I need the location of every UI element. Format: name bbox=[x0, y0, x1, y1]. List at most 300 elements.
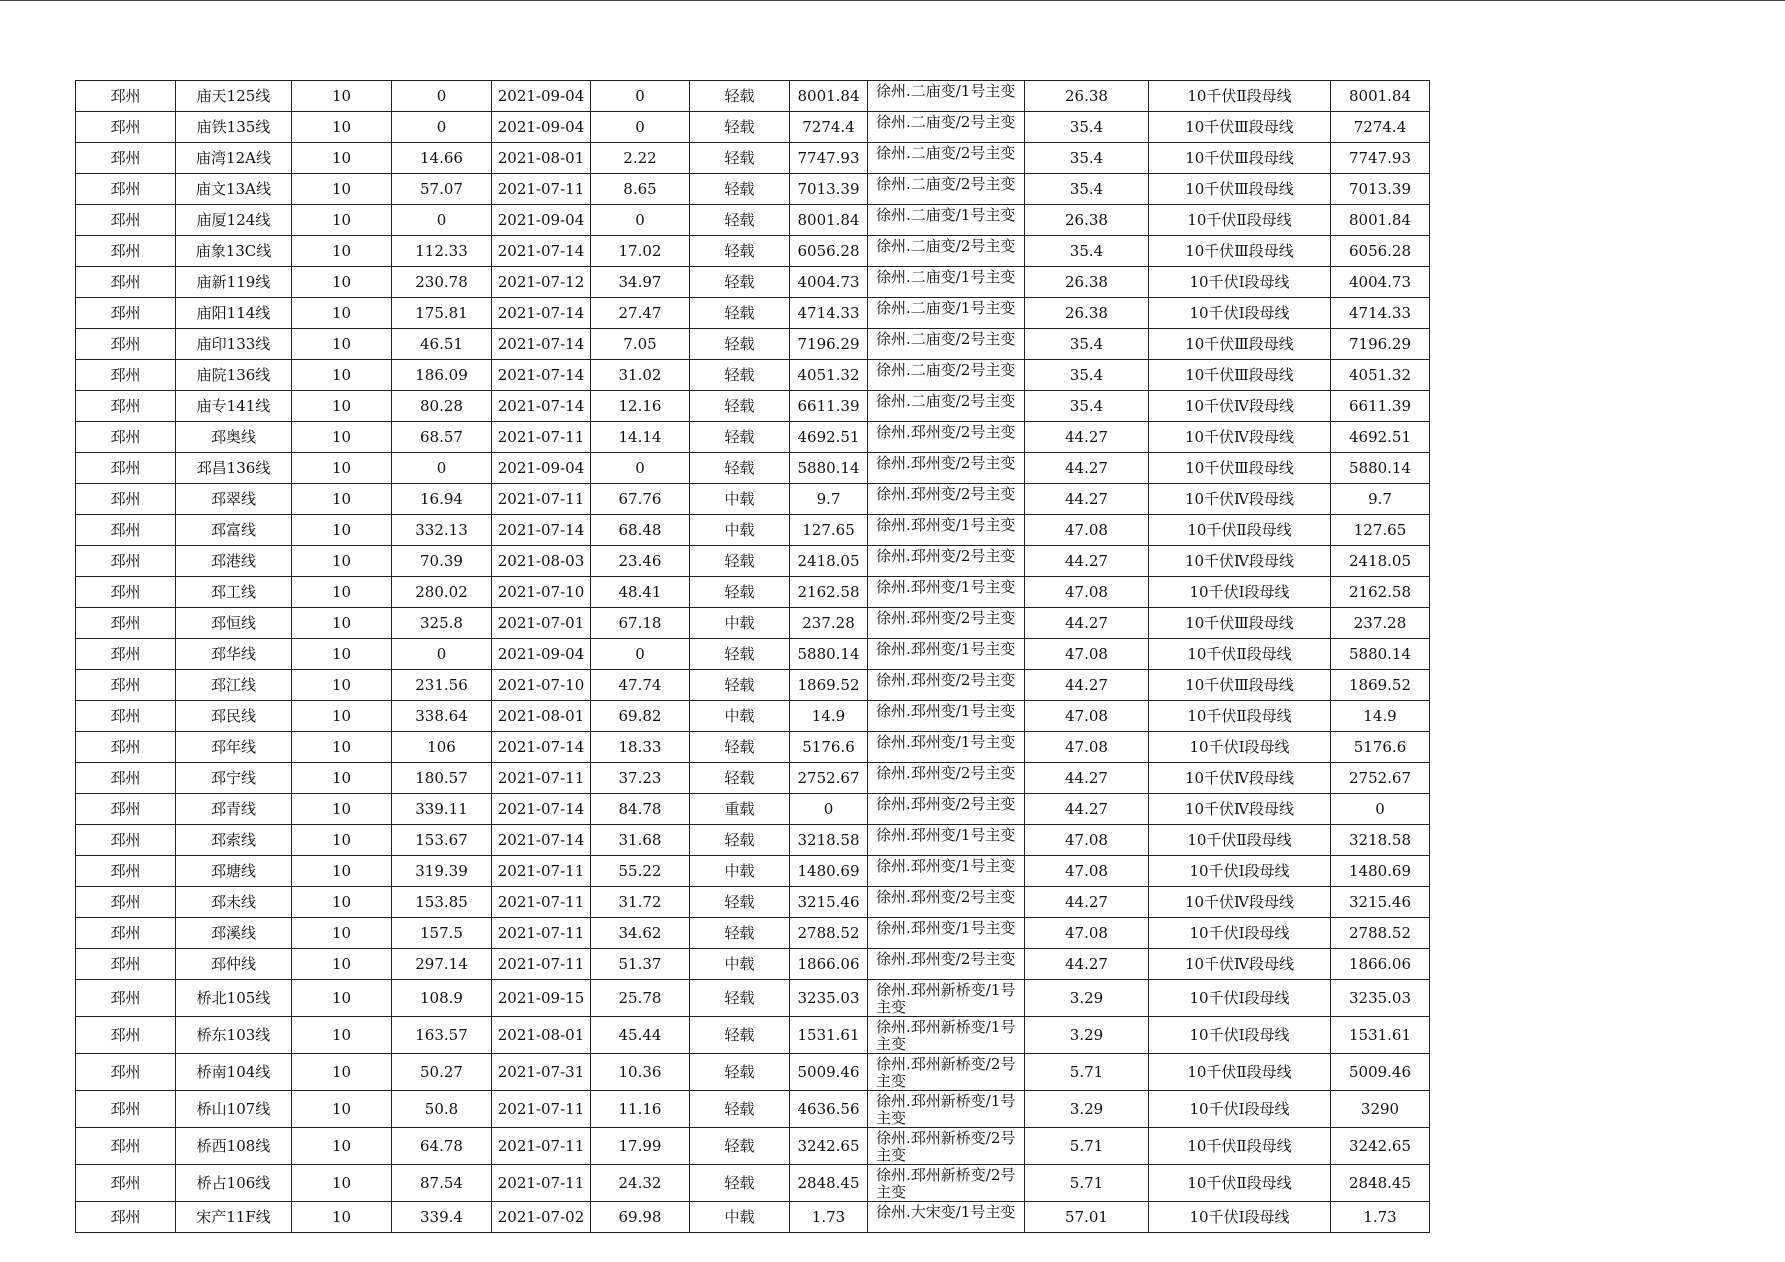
table-row bbox=[76, 174, 1430, 205]
load-rate-cell: 69.82 bbox=[591, 701, 690, 732]
feeder-name-cell: 邳青线 bbox=[176, 794, 292, 825]
value-cell: 50.8 bbox=[392, 1091, 492, 1128]
table-row bbox=[76, 267, 1430, 298]
capacity-cell: 14.9 bbox=[790, 701, 868, 732]
load-status-cell: 轻载 bbox=[690, 546, 790, 577]
value-cell: 108.9 bbox=[392, 980, 492, 1017]
value-cell: 0 bbox=[392, 453, 492, 484]
date-cell: 2021-07-11 bbox=[492, 887, 591, 918]
transformer-cell: 徐州.二庙变/2号主变 bbox=[868, 236, 1025, 267]
capacity-cell: 8001.84 bbox=[790, 81, 868, 112]
load-status-cell: 轻载 bbox=[690, 112, 790, 143]
voltage-cell: 10 bbox=[292, 1202, 392, 1233]
load-rate-cell: 10.36 bbox=[591, 1054, 690, 1091]
voltage-cell: 10 bbox=[292, 794, 392, 825]
value-cell: 0 bbox=[392, 205, 492, 236]
table-row bbox=[76, 453, 1430, 484]
available-capacity-cell: 1480.69 bbox=[1331, 856, 1430, 887]
voltage-cell: 10 bbox=[292, 825, 392, 856]
available-capacity-cell: 7013.39 bbox=[1331, 174, 1430, 205]
region-cell: 邳州 bbox=[76, 639, 176, 670]
load-rate-cell: 0 bbox=[591, 453, 690, 484]
available-capacity-cell: 5176.6 bbox=[1331, 732, 1430, 763]
table-row bbox=[76, 918, 1430, 949]
busbar-cell: 10千伏Ⅳ段母线 bbox=[1149, 887, 1331, 918]
region-cell: 邳州 bbox=[76, 1017, 176, 1054]
available-capacity-cell: 1866.06 bbox=[1331, 949, 1430, 980]
date-cell: 2021-07-10 bbox=[492, 670, 591, 701]
busbar-cell: 10千伏Ⅲ段母线 bbox=[1149, 143, 1331, 174]
date-cell: 2021-08-03 bbox=[492, 546, 591, 577]
available-capacity-cell: 3242.65 bbox=[1331, 1128, 1430, 1165]
transformer-cell: 徐州.二庙变/2号主变 bbox=[868, 112, 1025, 143]
transformer-value-cell: 47.08 bbox=[1025, 825, 1149, 856]
transformer-value-cell: 47.08 bbox=[1025, 577, 1149, 608]
load-rate-cell: 45.44 bbox=[591, 1017, 690, 1054]
table-row bbox=[76, 732, 1430, 763]
load-rate-cell: 0 bbox=[591, 112, 690, 143]
available-capacity-cell: 2162.58 bbox=[1331, 577, 1430, 608]
busbar-cell: 10千伏Ⅰ段母线 bbox=[1149, 1091, 1331, 1128]
table-row bbox=[76, 391, 1430, 422]
capacity-cell: 1531.61 bbox=[790, 1017, 868, 1054]
feeder-name-cell: 庙印133线 bbox=[176, 329, 292, 360]
capacity-cell: 6056.28 bbox=[790, 236, 868, 267]
busbar-cell: 10千伏Ⅳ段母线 bbox=[1149, 546, 1331, 577]
load-rate-cell: 34.62 bbox=[591, 918, 690, 949]
voltage-cell: 10 bbox=[292, 856, 392, 887]
load-status-cell: 轻载 bbox=[690, 453, 790, 484]
load-status-cell: 中载 bbox=[690, 701, 790, 732]
transformer-cell: 徐州.邳州变/2号主变 bbox=[868, 453, 1025, 484]
feeder-name-cell: 庙专141线 bbox=[176, 391, 292, 422]
busbar-cell: 10千伏Ⅳ段母线 bbox=[1149, 763, 1331, 794]
region-cell: 邳州 bbox=[76, 515, 176, 546]
region-cell: 邳州 bbox=[76, 1054, 176, 1091]
region-cell: 邳州 bbox=[76, 1091, 176, 1128]
transformer-value-cell: 35.4 bbox=[1025, 143, 1149, 174]
transformer-value-cell: 44.27 bbox=[1025, 670, 1149, 701]
busbar-cell: 10千伏Ⅰ段母线 bbox=[1149, 577, 1331, 608]
available-capacity-cell: 6056.28 bbox=[1331, 236, 1430, 267]
capacity-cell: 9.7 bbox=[790, 484, 868, 515]
date-cell: 2021-07-14 bbox=[492, 794, 591, 825]
load-status-cell: 中载 bbox=[690, 949, 790, 980]
voltage-cell: 10 bbox=[292, 267, 392, 298]
load-status-cell: 轻载 bbox=[690, 391, 790, 422]
date-cell: 2021-07-14 bbox=[492, 515, 591, 546]
voltage-cell: 10 bbox=[292, 81, 392, 112]
available-capacity-cell: 1531.61 bbox=[1331, 1017, 1430, 1054]
table-row bbox=[76, 422, 1430, 453]
value-cell: 112.33 bbox=[392, 236, 492, 267]
table-row bbox=[76, 639, 1430, 670]
date-cell: 2021-08-01 bbox=[492, 1017, 591, 1054]
date-cell: 2021-07-11 bbox=[492, 1128, 591, 1165]
feeder-name-cell: 邳华线 bbox=[176, 639, 292, 670]
feeder-name-cell: 邳索线 bbox=[176, 825, 292, 856]
value-cell: 332.13 bbox=[392, 515, 492, 546]
date-cell: 2021-07-14 bbox=[492, 298, 591, 329]
load-status-cell: 轻载 bbox=[690, 1128, 790, 1165]
transformer-value-cell: 44.27 bbox=[1025, 763, 1149, 794]
busbar-cell: 10千伏Ⅱ段母线 bbox=[1149, 81, 1331, 112]
date-cell: 2021-07-11 bbox=[492, 484, 591, 515]
busbar-cell: 10千伏Ⅳ段母线 bbox=[1149, 484, 1331, 515]
busbar-cell: 10千伏Ⅱ段母线 bbox=[1149, 701, 1331, 732]
transformer-cell: 徐州.邳州变/1号主变 bbox=[868, 515, 1025, 546]
voltage-cell: 10 bbox=[292, 608, 392, 639]
table-row bbox=[76, 360, 1430, 391]
table-row bbox=[76, 1128, 1430, 1165]
available-capacity-cell: 7274.4 bbox=[1331, 112, 1430, 143]
region-cell: 邳州 bbox=[76, 143, 176, 174]
table-body bbox=[76, 81, 1430, 1233]
voltage-cell: 10 bbox=[292, 515, 392, 546]
load-rate-cell: 18.33 bbox=[591, 732, 690, 763]
load-rate-cell: 67.76 bbox=[591, 484, 690, 515]
date-cell: 2021-07-10 bbox=[492, 577, 591, 608]
feeder-load-table bbox=[75, 80, 1430, 1233]
region-cell: 邳州 bbox=[76, 608, 176, 639]
transformer-value-cell: 44.27 bbox=[1025, 608, 1149, 639]
region-cell: 邳州 bbox=[76, 856, 176, 887]
available-capacity-cell: 1869.52 bbox=[1331, 670, 1430, 701]
transformer-cell: 徐州.邳州变/2号主变 bbox=[868, 794, 1025, 825]
transformer-cell: 徐州.大宋变/1号主变 bbox=[868, 1202, 1025, 1233]
busbar-cell: 10千伏Ⅰ段母线 bbox=[1149, 267, 1331, 298]
transformer-value-cell: 47.08 bbox=[1025, 639, 1149, 670]
transformer-value-cell: 44.27 bbox=[1025, 546, 1149, 577]
load-rate-cell: 2.22 bbox=[591, 143, 690, 174]
busbar-cell: 10千伏Ⅰ段母线 bbox=[1149, 856, 1331, 887]
transformer-value-cell: 3.29 bbox=[1025, 1017, 1149, 1054]
table-row bbox=[76, 825, 1430, 856]
busbar-cell: 10千伏Ⅱ段母线 bbox=[1149, 1165, 1331, 1202]
feeder-name-cell: 庙院136线 bbox=[176, 360, 292, 391]
transformer-cell: 徐州.二庙变/1号主变 bbox=[868, 81, 1025, 112]
feeder-name-cell: 邳年线 bbox=[176, 732, 292, 763]
value-cell: 157.5 bbox=[392, 918, 492, 949]
feeder-name-cell: 桥东103线 bbox=[176, 1017, 292, 1054]
value-cell: 46.51 bbox=[392, 329, 492, 360]
load-status-cell: 轻载 bbox=[690, 918, 790, 949]
load-rate-cell: 7.05 bbox=[591, 329, 690, 360]
table-row bbox=[76, 515, 1430, 546]
transformer-value-cell: 47.08 bbox=[1025, 918, 1149, 949]
transformer-value-cell: 35.4 bbox=[1025, 391, 1149, 422]
available-capacity-cell: 2418.05 bbox=[1331, 546, 1430, 577]
date-cell: 2021-07-14 bbox=[492, 236, 591, 267]
load-status-cell: 轻载 bbox=[690, 732, 790, 763]
capacity-cell: 4714.33 bbox=[790, 298, 868, 329]
voltage-cell: 10 bbox=[292, 1091, 392, 1128]
load-rate-cell: 47.74 bbox=[591, 670, 690, 701]
transformer-cell: 徐州.邳州变/2号主变 bbox=[868, 887, 1025, 918]
available-capacity-cell: 14.9 bbox=[1331, 701, 1430, 732]
available-capacity-cell: 1.73 bbox=[1331, 1202, 1430, 1233]
transformer-value-cell: 57.01 bbox=[1025, 1202, 1149, 1233]
capacity-cell: 0 bbox=[790, 794, 868, 825]
load-rate-cell: 69.98 bbox=[591, 1202, 690, 1233]
available-capacity-cell: 2752.67 bbox=[1331, 763, 1430, 794]
capacity-cell: 1866.06 bbox=[790, 949, 868, 980]
date-cell: 2021-07-11 bbox=[492, 422, 591, 453]
transformer-value-cell: 44.27 bbox=[1025, 794, 1149, 825]
load-rate-cell: 17.02 bbox=[591, 236, 690, 267]
available-capacity-cell: 4004.73 bbox=[1331, 267, 1430, 298]
region-cell: 邳州 bbox=[76, 360, 176, 391]
voltage-cell: 10 bbox=[292, 732, 392, 763]
region-cell: 邳州 bbox=[76, 205, 176, 236]
available-capacity-cell: 6611.39 bbox=[1331, 391, 1430, 422]
busbar-cell: 10千伏Ⅳ段母线 bbox=[1149, 422, 1331, 453]
load-rate-cell: 37.23 bbox=[591, 763, 690, 794]
date-cell: 2021-07-11 bbox=[492, 856, 591, 887]
transformer-cell: 徐州.二庙变/2号主变 bbox=[868, 143, 1025, 174]
capacity-cell: 7196.29 bbox=[790, 329, 868, 360]
region-cell: 邳州 bbox=[76, 391, 176, 422]
transformer-cell: 徐州.邳州变/2号主变 bbox=[868, 763, 1025, 794]
capacity-cell: 2418.05 bbox=[790, 546, 868, 577]
region-cell: 邳州 bbox=[76, 670, 176, 701]
table-row bbox=[76, 143, 1430, 174]
busbar-cell: 10千伏Ⅱ段母线 bbox=[1149, 639, 1331, 670]
voltage-cell: 10 bbox=[292, 1128, 392, 1165]
transformer-cell: 徐州.邳州新桥变/1号主变 bbox=[868, 1017, 1025, 1054]
region-cell: 邳州 bbox=[76, 236, 176, 267]
load-status-cell: 轻载 bbox=[690, 298, 790, 329]
table-row bbox=[76, 949, 1430, 980]
load-status-cell: 轻载 bbox=[690, 763, 790, 794]
date-cell: 2021-07-02 bbox=[492, 1202, 591, 1233]
date-cell: 2021-07-11 bbox=[492, 174, 591, 205]
transformer-value-cell: 44.27 bbox=[1025, 484, 1149, 515]
table-row bbox=[76, 701, 1430, 732]
transformer-value-cell: 35.4 bbox=[1025, 112, 1149, 143]
available-capacity-cell: 3290 bbox=[1331, 1091, 1430, 1128]
voltage-cell: 10 bbox=[292, 143, 392, 174]
transformer-value-cell: 44.27 bbox=[1025, 887, 1149, 918]
date-cell: 2021-07-11 bbox=[492, 918, 591, 949]
capacity-cell: 3215.46 bbox=[790, 887, 868, 918]
available-capacity-cell: 4051.32 bbox=[1331, 360, 1430, 391]
load-status-cell: 轻载 bbox=[690, 1165, 790, 1202]
busbar-cell: 10千伏Ⅱ段母线 bbox=[1149, 1128, 1331, 1165]
voltage-cell: 10 bbox=[292, 112, 392, 143]
load-status-cell: 轻载 bbox=[690, 143, 790, 174]
table-row bbox=[76, 577, 1430, 608]
feeder-name-cell: 桥南104线 bbox=[176, 1054, 292, 1091]
capacity-cell: 4051.32 bbox=[790, 360, 868, 391]
transformer-value-cell: 5.71 bbox=[1025, 1054, 1149, 1091]
feeder-name-cell: 庙新119线 bbox=[176, 267, 292, 298]
table-row bbox=[76, 794, 1430, 825]
busbar-cell: 10千伏Ⅱ段母线 bbox=[1149, 1054, 1331, 1091]
load-status-cell: 中载 bbox=[690, 856, 790, 887]
table-row bbox=[76, 329, 1430, 360]
value-cell: 70.39 bbox=[392, 546, 492, 577]
capacity-cell: 2162.58 bbox=[790, 577, 868, 608]
region-cell: 邳州 bbox=[76, 949, 176, 980]
load-rate-cell: 34.97 bbox=[591, 267, 690, 298]
page-top-rule bbox=[0, 0, 1785, 1]
load-rate-cell: 0 bbox=[591, 205, 690, 236]
value-cell: 186.09 bbox=[392, 360, 492, 391]
date-cell: 2021-07-11 bbox=[492, 1091, 591, 1128]
date-cell: 2021-07-11 bbox=[492, 1165, 591, 1202]
load-status-cell: 轻载 bbox=[690, 577, 790, 608]
voltage-cell: 10 bbox=[292, 887, 392, 918]
load-status-cell: 轻载 bbox=[690, 670, 790, 701]
transformer-value-cell: 5.71 bbox=[1025, 1128, 1149, 1165]
region-cell: 邳州 bbox=[76, 887, 176, 918]
busbar-cell: 10千伏Ⅱ段母线 bbox=[1149, 825, 1331, 856]
region-cell: 邳州 bbox=[76, 546, 176, 577]
voltage-cell: 10 bbox=[292, 298, 392, 329]
busbar-cell: 10千伏Ⅰ段母线 bbox=[1149, 980, 1331, 1017]
transformer-value-cell: 5.71 bbox=[1025, 1165, 1149, 1202]
available-capacity-cell: 7196.29 bbox=[1331, 329, 1430, 360]
table-row bbox=[76, 1091, 1430, 1128]
load-status-cell: 中载 bbox=[690, 1202, 790, 1233]
feeder-name-cell: 桥占106线 bbox=[176, 1165, 292, 1202]
table-row bbox=[76, 763, 1430, 794]
transformer-cell: 徐州.邳州变/2号主变 bbox=[868, 546, 1025, 577]
available-capacity-cell: 0 bbox=[1331, 794, 1430, 825]
voltage-cell: 10 bbox=[292, 236, 392, 267]
date-cell: 2021-07-31 bbox=[492, 1054, 591, 1091]
table-row bbox=[76, 887, 1430, 918]
date-cell: 2021-08-01 bbox=[492, 143, 591, 174]
voltage-cell: 10 bbox=[292, 546, 392, 577]
date-cell: 2021-07-14 bbox=[492, 360, 591, 391]
busbar-cell: 10千伏Ⅰ段母线 bbox=[1149, 1202, 1331, 1233]
value-cell: 175.81 bbox=[392, 298, 492, 329]
value-cell: 163.57 bbox=[392, 1017, 492, 1054]
capacity-cell: 5009.46 bbox=[790, 1054, 868, 1091]
voltage-cell: 10 bbox=[292, 1165, 392, 1202]
transformer-cell: 徐州.二庙变/2号主变 bbox=[868, 329, 1025, 360]
date-cell: 2021-09-04 bbox=[492, 81, 591, 112]
voltage-cell: 10 bbox=[292, 391, 392, 422]
value-cell: 57.07 bbox=[392, 174, 492, 205]
value-cell: 80.28 bbox=[392, 391, 492, 422]
load-status-cell: 轻载 bbox=[690, 267, 790, 298]
load-status-cell: 轻载 bbox=[690, 1017, 790, 1054]
region-cell: 邳州 bbox=[76, 1202, 176, 1233]
load-rate-cell: 25.78 bbox=[591, 980, 690, 1017]
transformer-cell: 徐州.邳州变/1号主变 bbox=[868, 918, 1025, 949]
load-status-cell: 轻载 bbox=[690, 1091, 790, 1128]
date-cell: 2021-07-14 bbox=[492, 391, 591, 422]
feeder-name-cell: 庙湾12A线 bbox=[176, 143, 292, 174]
load-status-cell: 轻载 bbox=[690, 639, 790, 670]
load-rate-cell: 0 bbox=[591, 639, 690, 670]
transformer-value-cell: 47.08 bbox=[1025, 515, 1149, 546]
load-rate-cell: 12.16 bbox=[591, 391, 690, 422]
transformer-cell: 徐州.邳州变/2号主变 bbox=[868, 949, 1025, 980]
voltage-cell: 10 bbox=[292, 949, 392, 980]
load-status-cell: 轻载 bbox=[690, 887, 790, 918]
transformer-value-cell: 47.08 bbox=[1025, 732, 1149, 763]
feeder-name-cell: 邳溪线 bbox=[176, 918, 292, 949]
available-capacity-cell: 5880.14 bbox=[1331, 639, 1430, 670]
available-capacity-cell: 3218.58 bbox=[1331, 825, 1430, 856]
table-row bbox=[76, 1165, 1430, 1202]
available-capacity-cell: 4692.51 bbox=[1331, 422, 1430, 453]
voltage-cell: 10 bbox=[292, 980, 392, 1017]
load-rate-cell: 23.46 bbox=[591, 546, 690, 577]
date-cell: 2021-09-04 bbox=[492, 112, 591, 143]
date-cell: 2021-07-11 bbox=[492, 763, 591, 794]
value-cell: 64.78 bbox=[392, 1128, 492, 1165]
value-cell: 87.54 bbox=[392, 1165, 492, 1202]
busbar-cell: 10千伏Ⅲ段母线 bbox=[1149, 453, 1331, 484]
feeder-name-cell: 邳工线 bbox=[176, 577, 292, 608]
table-row bbox=[76, 112, 1430, 143]
table-row bbox=[76, 205, 1430, 236]
feeder-name-cell: 庙象13C线 bbox=[176, 236, 292, 267]
region-cell: 邳州 bbox=[76, 732, 176, 763]
region-cell: 邳州 bbox=[76, 484, 176, 515]
voltage-cell: 10 bbox=[292, 453, 392, 484]
transformer-value-cell: 35.4 bbox=[1025, 174, 1149, 205]
available-capacity-cell: 237.28 bbox=[1331, 608, 1430, 639]
table-row bbox=[76, 546, 1430, 577]
value-cell: 180.57 bbox=[392, 763, 492, 794]
available-capacity-cell: 2848.45 bbox=[1331, 1165, 1430, 1202]
capacity-cell: 4692.51 bbox=[790, 422, 868, 453]
region-cell: 邳州 bbox=[76, 1165, 176, 1202]
capacity-cell: 3218.58 bbox=[790, 825, 868, 856]
transformer-value-cell: 35.4 bbox=[1025, 236, 1149, 267]
load-rate-cell: 17.99 bbox=[591, 1128, 690, 1165]
voltage-cell: 10 bbox=[292, 174, 392, 205]
feeder-name-cell: 邳民线 bbox=[176, 701, 292, 732]
date-cell: 2021-09-15 bbox=[492, 980, 591, 1017]
available-capacity-cell: 3215.46 bbox=[1331, 887, 1430, 918]
voltage-cell: 10 bbox=[292, 360, 392, 391]
value-cell: 16.94 bbox=[392, 484, 492, 515]
region-cell: 邳州 bbox=[76, 918, 176, 949]
load-status-cell: 轻载 bbox=[690, 205, 790, 236]
region-cell: 邳州 bbox=[76, 701, 176, 732]
busbar-cell: 10千伏Ⅰ段母线 bbox=[1149, 298, 1331, 329]
voltage-cell: 10 bbox=[292, 422, 392, 453]
voltage-cell: 10 bbox=[292, 1054, 392, 1091]
capacity-cell: 7013.39 bbox=[790, 174, 868, 205]
available-capacity-cell: 9.7 bbox=[1331, 484, 1430, 515]
load-rate-cell: 31.02 bbox=[591, 360, 690, 391]
feeder-name-cell: 邳塘线 bbox=[176, 856, 292, 887]
transformer-cell: 徐州.邳州变/1号主变 bbox=[868, 577, 1025, 608]
voltage-cell: 10 bbox=[292, 484, 392, 515]
available-capacity-cell: 5009.46 bbox=[1331, 1054, 1430, 1091]
load-status-cell: 轻载 bbox=[690, 236, 790, 267]
value-cell: 106 bbox=[392, 732, 492, 763]
busbar-cell: 10千伏Ⅳ段母线 bbox=[1149, 949, 1331, 980]
region-cell: 邳州 bbox=[76, 825, 176, 856]
capacity-cell: 237.28 bbox=[790, 608, 868, 639]
load-rate-cell: 8.65 bbox=[591, 174, 690, 205]
date-cell: 2021-07-12 bbox=[492, 267, 591, 298]
feeder-name-cell: 邳港线 bbox=[176, 546, 292, 577]
feeder-name-cell: 桥北105线 bbox=[176, 980, 292, 1017]
value-cell: 153.85 bbox=[392, 887, 492, 918]
load-rate-cell: 84.78 bbox=[591, 794, 690, 825]
capacity-cell: 7274.4 bbox=[790, 112, 868, 143]
